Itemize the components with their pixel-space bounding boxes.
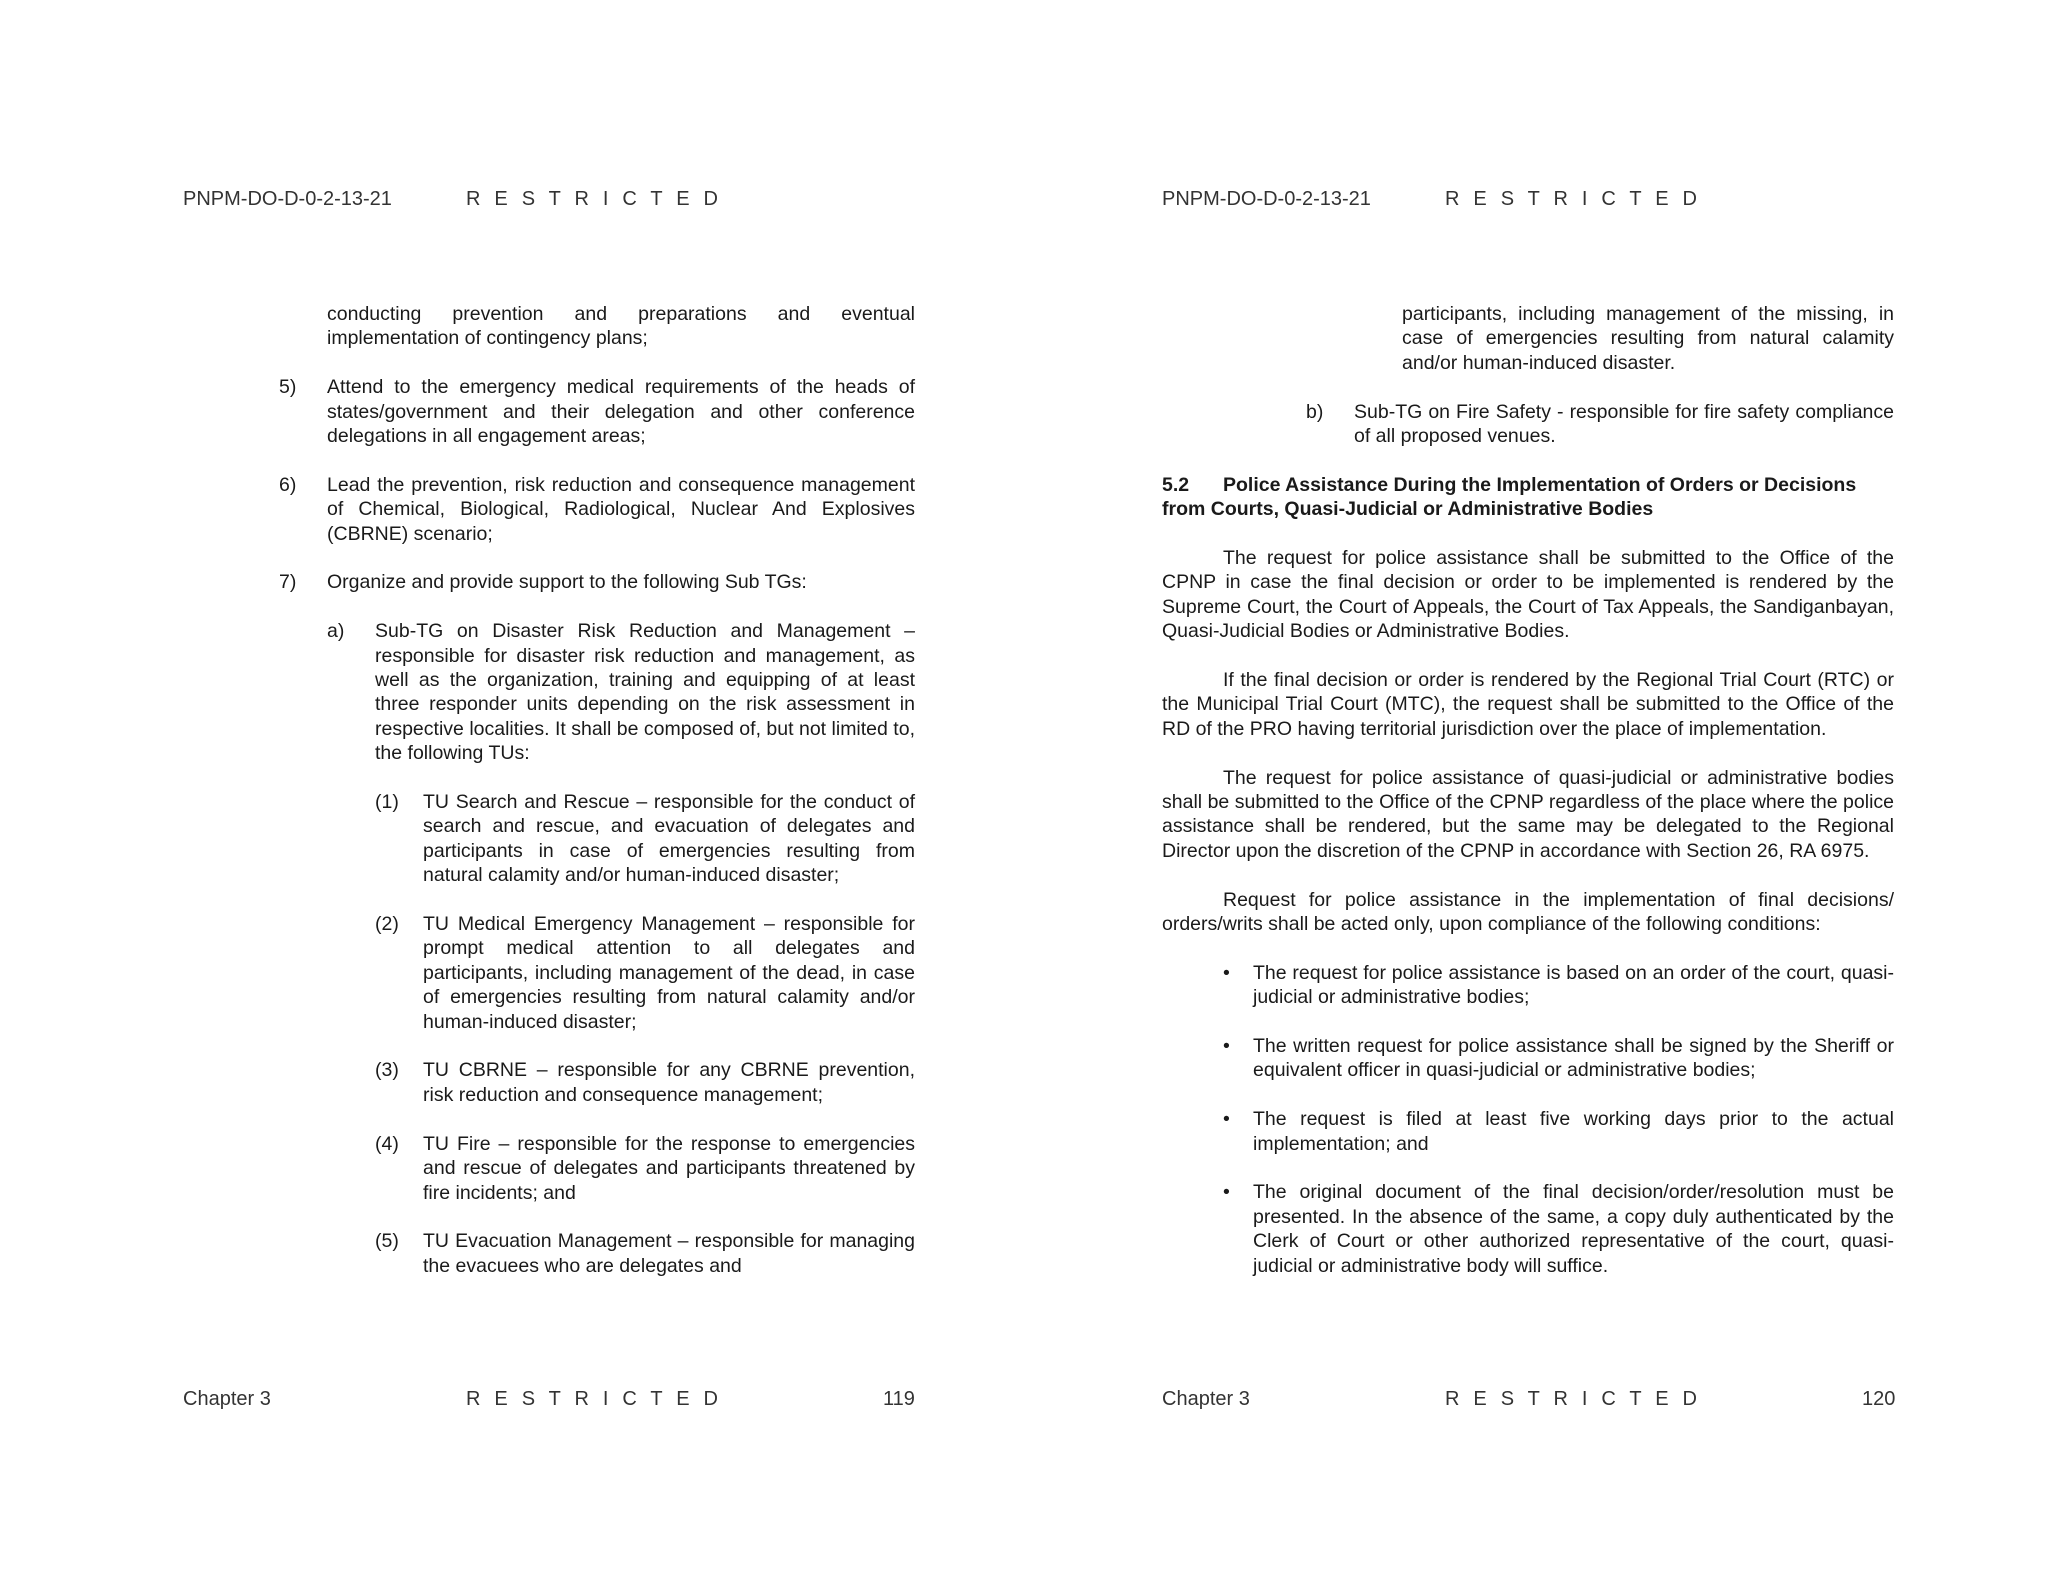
footer-classification: R E S T R I C T E D	[1445, 1388, 1702, 1410]
footer-chapter: Chapter 3	[183, 1388, 271, 1410]
bullet-dot-icon: •	[1223, 1108, 1230, 1131]
right-page	[1024, 0, 2048, 1582]
tu-text: TU Evacuation Management – responsible for managing the evacuees who are delegates and	[423, 1230, 915, 1277]
bullet-item	[1162, 961, 1894, 1010]
paragraph: The request for police assistance shall be submitted to the Office of the CPNP in case the final decision or order to be implemented is rendered by the Supreme Court, the Court of Appeals, the Court of Tax Appeals, the Sandiganbayan, Quasi-Judicial Bodies or Administrative Bodies.	[1162, 547, 1894, 643]
list-number: 7)	[279, 571, 297, 594]
tu-item	[183, 1229, 915, 1278]
tu-number: (1)	[375, 791, 399, 814]
bullet-item	[1162, 1107, 1894, 1156]
sub-list-item-text: Sub-TG on Disaster Risk Reduction and Management – responsible for disaster risk reduction and management, as well as the organization, training and equipping of at least three responder units depending on the risk assessment in respective localities. It shall be composed of, but not limited to, the following TUs:	[375, 620, 915, 765]
list-item	[183, 473, 915, 546]
header-classification: R E S T R I C T E D	[466, 188, 723, 210]
section-heading	[1162, 473, 1894, 522]
sub-list-item	[183, 619, 915, 765]
list-item	[183, 570, 915, 594]
paragraph: Request for police assistance in the implementation of final decisions/ orders/writs shall be acted only, upon compliance of the following conditions:	[1162, 888, 1894, 936]
tu-text: TU Search and Rescue – responsible for the conduct of search and rescue, and evacuation of delegates and participants in case of emergencies resulting from natural calamity and/or human-induced disaster;	[423, 791, 915, 887]
bullet-text: The written request for police assistance shall be signed by the Sheriff or equivalent officer in quasi-judicial or administrative bodies;	[1253, 1035, 1894, 1082]
tu-text: TU Fire – responsible for the response to emergencies and rescue of delegates and participants threatened by fire incidents; and	[423, 1132, 915, 1204]
header-classification: R E S T R I C T E D	[1445, 188, 1702, 210]
bullet-item	[1162, 1180, 1894, 1278]
header-doc-code: PNPM-DO-D-0-2-13-21	[1162, 188, 1371, 210]
tu-number: (5)	[375, 1230, 399, 1253]
tu-number: (2)	[375, 913, 399, 936]
list-item-text: Attend to the emergency medical requirements of the heads of states/government and their delegation and other conference delegations in all engagement areas;	[327, 376, 915, 448]
tu-item	[183, 1058, 915, 1107]
page-number: 119	[883, 1388, 915, 1410]
bullet-dot-icon: •	[1223, 1035, 1230, 1058]
tu-item	[183, 912, 915, 1034]
page-number: 120	[1862, 1388, 1896, 1410]
paragraph: If the final decision or order is rendered by the Regional Trial Court (RTC) or the Municipal Trial Court (MTC), the request shall be submitted to the Office of the RD of the PRO having territorial jurisdiction over the place of implementation.	[1162, 669, 1894, 740]
bullet-text: The request for police assistance is based on an order of the court, quasi-judicial or administrative bodies;	[1253, 961, 1894, 1009]
sub-list-letter: b)	[1306, 400, 1324, 423]
page-body	[183, 302, 915, 1303]
tu-number: (4)	[375, 1132, 399, 1155]
continuation-text: participants, including management of the missing, in case of emergencies resulting from natural calamity and/or human-induced disaster.	[1402, 303, 1894, 374]
list-item	[183, 375, 915, 448]
sub-list-item	[1162, 400, 1894, 449]
section-number: 5.2	[1162, 473, 1190, 496]
section-title: Police Assistance During the Implementation of Orders or Decisions from Courts, Quasi-Judicial or Administrative Bodies	[1162, 473, 1857, 521]
tu-item	[183, 1132, 915, 1205]
continuation-text: conducting prevention and preparations and eventual implementation of contingency plans;	[327, 303, 915, 350]
header-doc-code: PNPM-DO-D-0-2-13-21	[183, 188, 392, 210]
list-number: 5)	[279, 376, 297, 399]
tu-item	[183, 790, 915, 888]
list-item-text: Lead the prevention, risk reduction and consequence management of Chemical, Biological, Radiological, Nuclear And Explosives (CBRNE) scenario;	[327, 473, 915, 545]
paragraph: The request for police assistance of quasi-judicial or administrative bodies shall be submitted to the Office of the CPNP regardless of the place where the police assistance shall be rendered, but the same may be delegated to the Regional Director upon the discretion of the CPNP in accordance with Section 26, RA 6975.	[1162, 766, 1894, 862]
tu-text: TU Medical Emergency Management – responsible for prompt medical attention to all delegates and participants, including management of the dead, in case of emergencies resulting from natural calamity and/or human-induced disaster;	[423, 913, 915, 1033]
bullet-text: The request is filed at least five working days prior to the actual implementation; and	[1253, 1108, 1894, 1155]
list-item-text: Organize and provide support to the following Sub TGs:	[327, 571, 807, 594]
sub-list-item-text: Sub-TG on Fire Safety - responsible for fire safety compliance of all proposed venues.	[1354, 400, 1894, 448]
bullet-item	[1162, 1034, 1894, 1083]
tu-text: TU CBRNE – responsible for any CBRNE prevention, risk reduction and consequence management;	[423, 1059, 915, 1106]
footer-classification: R E S T R I C T E D	[466, 1388, 723, 1410]
page-body	[1162, 302, 1894, 1302]
sub-list-letter: a)	[327, 620, 345, 643]
bullet-dot-icon: •	[1223, 1181, 1230, 1204]
list-number: 6)	[279, 473, 297, 496]
bullet-text: The original document of the final decision/order/resolution must be presented. In the absence of the same, a copy duly authenticated by the Clerk of Court or other authorized representative of the court, quasi-judicial or administrative body will suffice.	[1253, 1181, 1894, 1277]
tu-number: (3)	[375, 1059, 399, 1082]
bullet-dot-icon: •	[1223, 961, 1230, 984]
footer-chapter: Chapter 3	[1162, 1388, 1250, 1410]
